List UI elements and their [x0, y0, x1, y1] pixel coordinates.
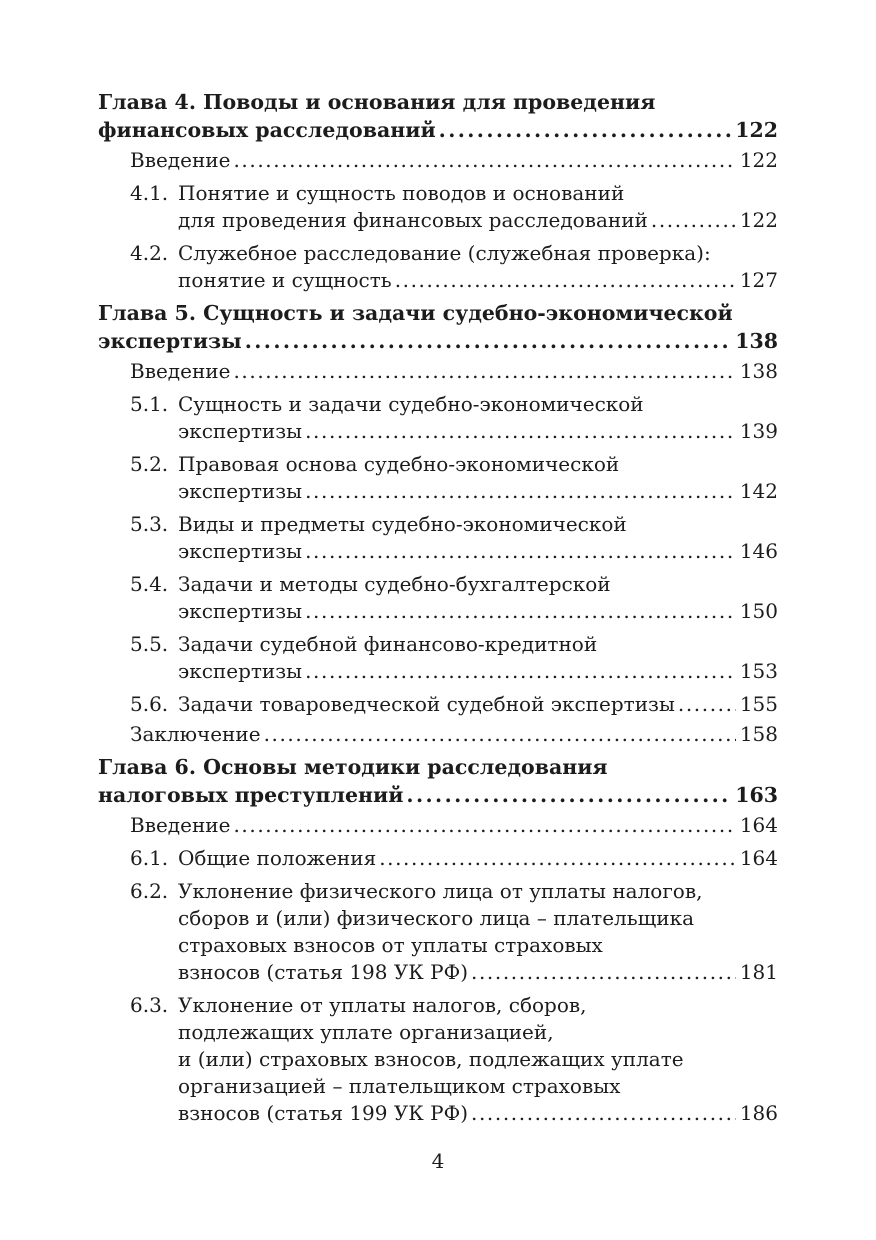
- entry-text: и (или) страховых взносов, подлежащих уплате: [178, 1047, 684, 1071]
- section-number: 6.1.: [130, 846, 169, 870]
- entry-text: для проведения финансовых расследований: [178, 208, 648, 232]
- page-ref: 138: [735, 329, 778, 353]
- section-title-line: [178, 240, 778, 267]
- toc-entry: [98, 812, 778, 839]
- section-row: [130, 691, 778, 718]
- page-ref: 122: [735, 118, 778, 142]
- chapter-title-line: [98, 299, 778, 327]
- dot-leader: [264, 721, 736, 748]
- toc-entry: [98, 721, 778, 748]
- section-body: [178, 845, 778, 872]
- section-title-line: [178, 207, 778, 234]
- dot-leader: [305, 658, 736, 685]
- section-number: 5.5.: [130, 632, 169, 656]
- section-title-line: [178, 180, 778, 207]
- section-number: 4.2.: [130, 241, 169, 265]
- section-title-line: [178, 1019, 778, 1046]
- dot-leader: [305, 598, 736, 625]
- page-ref: 127: [739, 268, 778, 292]
- toc-section: [98, 451, 778, 505]
- page-ref: 139: [739, 419, 778, 443]
- section-row: [130, 845, 778, 872]
- section-title-line: [178, 959, 778, 986]
- section-title-line: [178, 845, 778, 872]
- section-row: [130, 180, 778, 234]
- toc-section: [98, 511, 778, 565]
- entry-text: экспертизы: [178, 539, 303, 563]
- page-ref: 150: [739, 599, 778, 623]
- page-ref: 164: [739, 846, 778, 870]
- entry-text: Понятие и сущность поводов и оснований: [178, 181, 625, 205]
- section-row: [130, 391, 778, 445]
- dot-leader: [305, 538, 736, 565]
- section-row: [130, 511, 778, 565]
- section-title-line: [178, 267, 778, 294]
- page-ref: 163: [735, 783, 778, 807]
- section-title-line: [178, 451, 778, 478]
- chapter-heading: [98, 88, 778, 144]
- section-number: 6.2.: [130, 879, 169, 903]
- section-title-line: [178, 511, 778, 538]
- chapter-title-line: [98, 116, 778, 144]
- section-row: [130, 240, 778, 294]
- entry-text: Виды и предметы судебно-экономической: [178, 512, 627, 536]
- dot-leader: [245, 327, 732, 355]
- section-title-line: [178, 391, 778, 418]
- toc-section: [98, 878, 778, 986]
- dot-leader: [305, 478, 736, 505]
- dot-leader: [379, 845, 736, 872]
- section-row: [130, 992, 778, 1127]
- page-ref: 164: [739, 813, 778, 837]
- entry-text: Введение: [130, 813, 231, 837]
- section-title-line: [178, 1073, 778, 1100]
- toc-section: [98, 691, 778, 718]
- entry-text: экспертизы: [178, 479, 303, 503]
- chapter-heading: [98, 753, 778, 809]
- section-body: [178, 631, 778, 685]
- dot-leader: [395, 267, 736, 294]
- entry-text: страховых взносов от уплаты страховых: [178, 933, 603, 957]
- section-number: 5.6.: [130, 692, 169, 716]
- entry-text: экспертизы: [178, 659, 303, 683]
- entry-title-line: [130, 812, 778, 839]
- section-title-line: [178, 932, 778, 959]
- toc-section: [98, 180, 778, 234]
- entry-text: Глава 5. Сущность и задачи судебно-экономической: [98, 301, 733, 325]
- toc-section: [98, 992, 778, 1127]
- entry-text: налоговых преступлений: [98, 783, 404, 807]
- toc-section: [98, 240, 778, 294]
- section-title-line: [178, 1046, 778, 1073]
- entry-text: сборов и (или) физического лица – плательщика: [178, 906, 694, 930]
- section-title-line: [178, 658, 778, 685]
- entry-text: Введение: [130, 148, 231, 172]
- page-ref: 142: [739, 479, 778, 503]
- page-ref: 146: [739, 539, 778, 563]
- page-ref: 138: [739, 359, 778, 383]
- toc-entry: [98, 147, 778, 174]
- section-row: [130, 451, 778, 505]
- page-ref: 181: [739, 960, 778, 984]
- section-title-line: [178, 1100, 778, 1127]
- entry-text: понятие и сущность: [178, 268, 392, 292]
- section-number: 5.2.: [130, 452, 169, 476]
- section-body: [178, 180, 778, 234]
- dot-leader: [471, 959, 736, 986]
- section-body: [178, 240, 778, 294]
- entry-text: экспертизы: [98, 329, 242, 353]
- entry-text: экспертизы: [178, 599, 303, 623]
- page-ref: 186: [739, 1101, 778, 1125]
- section-title-line: [178, 905, 778, 932]
- entry-title-line: [130, 358, 778, 385]
- section-row: [130, 878, 778, 986]
- dot-leader: [305, 418, 736, 445]
- section-body: [178, 571, 778, 625]
- page-ref: 122: [739, 148, 778, 172]
- entry-text: финансовых расследований: [98, 118, 436, 142]
- entry-text: подлежащих уплате организацией,: [178, 1020, 554, 1044]
- section-title-line: [178, 478, 778, 505]
- section-title-line: [178, 878, 778, 905]
- entry-text: Сущность и задачи судебно-экономической: [178, 392, 644, 416]
- entry-text: Правовая основа судебно-экономической: [178, 452, 620, 476]
- entry-text: Глава 6. Основы методики расследования: [98, 755, 608, 779]
- chapter-title-line: [98, 781, 778, 809]
- entry-text: Служебное расследование (служебная проверка):: [178, 241, 711, 265]
- section-body: [178, 992, 778, 1127]
- section-title-line: [178, 631, 778, 658]
- entry-text: Задачи товароведческой судебной экспертизы: [178, 692, 675, 716]
- dot-leader: [651, 207, 736, 234]
- dot-leader: [233, 358, 735, 385]
- page-ref: 122: [739, 208, 778, 232]
- entry-text: взносов (статья 199 УК РФ): [178, 1101, 468, 1125]
- chapter-title-line: [98, 327, 778, 355]
- dot-leader: [233, 812, 735, 839]
- page-ref: 153: [739, 659, 778, 683]
- toc-entry: [98, 358, 778, 385]
- toc-section: [98, 571, 778, 625]
- table-of-contents: [98, 83, 778, 1127]
- chapter-title-line: [98, 88, 778, 116]
- section-body: [178, 451, 778, 505]
- section-number: 5.1.: [130, 392, 169, 416]
- entry-text: Уклонение от уплаты налогов, сборов,: [178, 993, 587, 1017]
- section-body: [178, 878, 778, 986]
- entry-text: взносов (статья 198 УК РФ): [178, 960, 468, 984]
- page-ref: 158: [739, 722, 778, 746]
- entry-text: организацией – плательщиком страховых: [178, 1074, 621, 1098]
- entry-text: Задачи судебной финансово-кредитной: [178, 632, 598, 656]
- section-row: [130, 631, 778, 685]
- entry-text: Введение: [130, 359, 231, 383]
- toc-section: [98, 391, 778, 445]
- toc-section: [98, 631, 778, 685]
- page-number: 4: [431, 1149, 445, 1173]
- entry-text: Общие положения: [178, 846, 377, 870]
- dot-leader: [233, 147, 735, 174]
- chapter-title-line: [98, 753, 778, 781]
- entry-text: Уклонение физического лица от уплаты налогов,: [178, 879, 703, 903]
- section-number: 5.4.: [130, 572, 169, 596]
- section-body: [178, 391, 778, 445]
- entry-text: Задачи и методы судебно-бухгалтерской: [178, 572, 611, 596]
- section-row: [130, 571, 778, 625]
- entry-text: Глава 4. Поводы и основания для проведения: [98, 90, 656, 114]
- dot-leader: [678, 691, 736, 718]
- section-title-line: [178, 538, 778, 565]
- chapter-heading: [98, 299, 778, 355]
- dot-leader: [471, 1100, 736, 1127]
- toc-section: [98, 845, 778, 872]
- page-ref: 155: [739, 692, 778, 716]
- section-title-line: [178, 691, 778, 718]
- section-number: 5.3.: [130, 512, 169, 536]
- section-title-line: [178, 598, 778, 625]
- section-number: 6.3.: [130, 993, 169, 1017]
- section-body: [178, 511, 778, 565]
- section-title-line: [178, 571, 778, 598]
- entry-text: экспертизы: [178, 419, 303, 443]
- dot-leader: [406, 781, 731, 809]
- entry-title-line: [130, 147, 778, 174]
- entry-title-line: [130, 721, 778, 748]
- section-title-line: [178, 992, 778, 1019]
- entry-text: Заключение: [130, 722, 261, 746]
- section-body: [178, 691, 778, 718]
- dot-leader: [439, 116, 732, 144]
- section-number: 4.1.: [130, 181, 169, 205]
- section-title-line: [178, 418, 778, 445]
